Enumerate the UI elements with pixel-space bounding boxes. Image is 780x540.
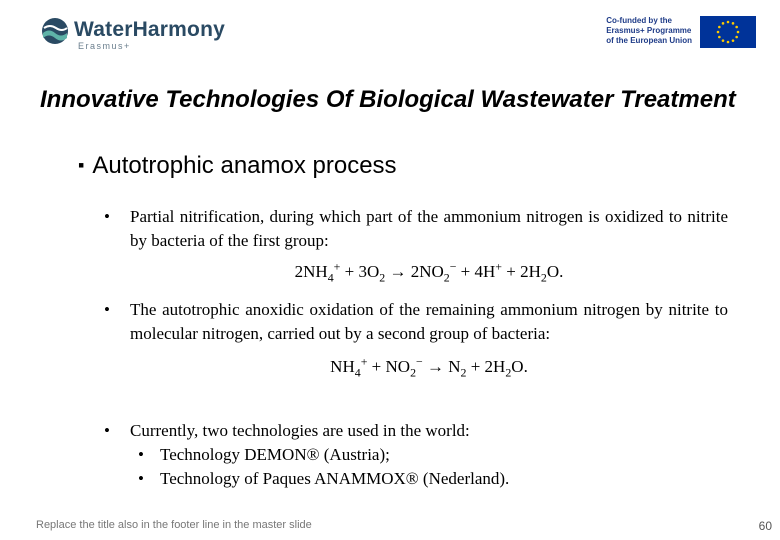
- equation-nitrification: $2NH_4^+ + 3O_2 \to 2NO_2^- + 4H^+ + 2H_2O$.: [294, 259, 564, 285]
- cofund-line: Erasmus+ Programme: [606, 26, 692, 35]
- cofund-line: Co-funded by the: [606, 16, 672, 25]
- sub-bullet-list: [100, 443, 728, 491]
- bullet-item: [100, 298, 728, 346]
- bullet-list-2: [100, 298, 728, 346]
- bullet-text: Partial nitrification, during which part of the ammonium nitrogen is oxidized to nitrite by bacteria of the first group:: [130, 207, 728, 250]
- page-number: 60: [758, 519, 772, 533]
- sub-bullet-text: Technology of Paques ANAMMOX® (Nederland).: [160, 469, 510, 488]
- sub-bullet-item: [130, 467, 728, 491]
- bullet-dot-icon: •: [104, 300, 110, 319]
- eu-star-icon: [727, 41, 730, 44]
- sub-bullet-item: [130, 443, 728, 467]
- logo-name: WaterHarmony: [74, 18, 225, 41]
- bullet-text: The autotrophic anoxidic oxidation of the remaining ammonium nitrogen by nitrite to molecular nitrogen, carried out by a second group of bacteria:: [130, 300, 728, 343]
- cofund-line: of the European Union: [606, 36, 692, 45]
- water-drop-logo-icon: [40, 16, 70, 46]
- subtitle-text: Autotrophic anamox process: [92, 152, 397, 179]
- eu-star-icon: [732, 39, 735, 42]
- bullet-dot-icon: •: [104, 421, 110, 440]
- eu-flag-icon: [700, 16, 756, 48]
- sub-bullet-text: Technology DEMON® (Austria);: [160, 445, 390, 464]
- bullet-text: Currently, two technologies are used in the world:: [130, 421, 470, 440]
- cofund-text: [606, 16, 692, 46]
- eu-star-icon: [722, 39, 725, 42]
- bullet-list: [100, 205, 728, 253]
- bullet-item: [100, 205, 728, 253]
- eu-star-icon: [735, 36, 738, 39]
- eu-star-icon: [727, 21, 730, 24]
- slide-subtitle: [78, 152, 397, 180]
- logo-subtitle: Erasmus+: [78, 41, 131, 51]
- bullet-dot-icon: •: [138, 445, 144, 464]
- eu-star-icon: [737, 31, 740, 34]
- bullet-dot-icon: •: [138, 469, 144, 488]
- bullet-list-3: [100, 419, 728, 491]
- eu-star-icon: [718, 36, 721, 39]
- eu-star-icon: [717, 31, 720, 34]
- bullet-item: [100, 419, 728, 443]
- footer-text: Replace the title also in the footer line in the master slide: [36, 519, 312, 531]
- eu-star-icon: [722, 22, 725, 25]
- square-bullet-icon: ▪: [78, 155, 85, 175]
- eu-star-icon: [718, 26, 721, 29]
- equation-anammox: $NH_4^+ + NO_2^- \to N_2 + 2H_2O$.: [330, 354, 528, 380]
- water-harmony-logo: [40, 14, 240, 51]
- eu-star-icon: [735, 26, 738, 29]
- eu-star-icon: [732, 22, 735, 25]
- bullet-dot-icon: •: [104, 207, 110, 226]
- slide-title: Innovative Technologies Of Biological Wastewater Treatment: [40, 86, 736, 113]
